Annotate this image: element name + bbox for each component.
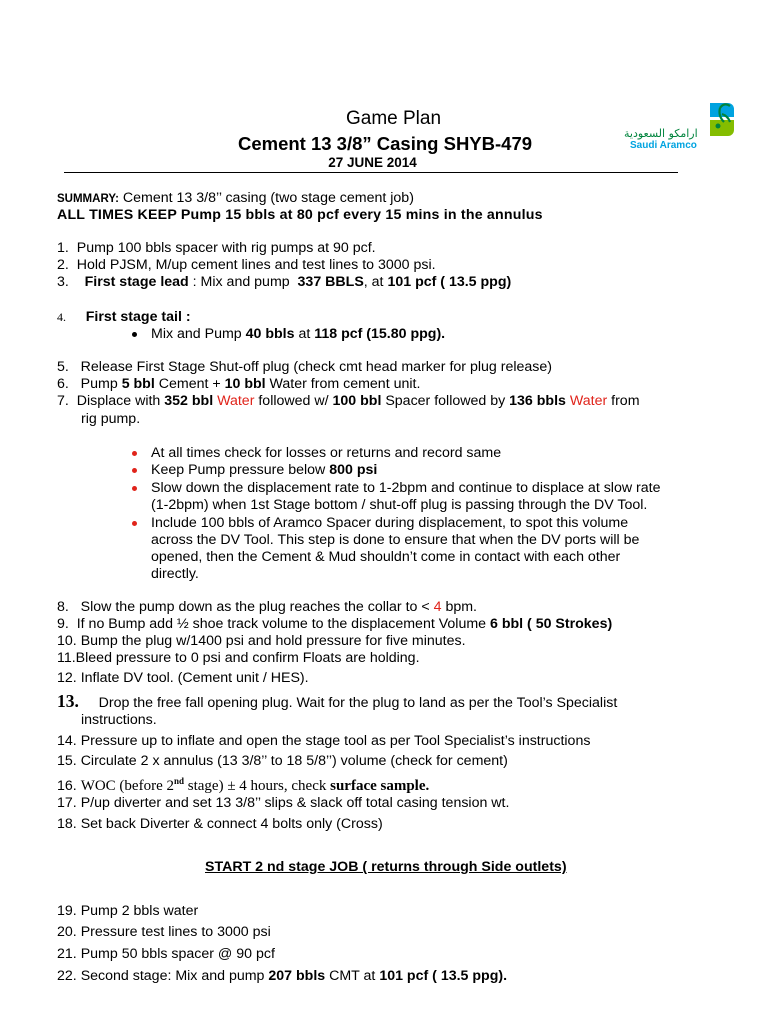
step-12 (57, 670, 309, 687)
step-text: Pressure up to inflate and open the stage tool as per Tool Specialist’s instructions (80, 733, 591, 749)
step-text: Inflate DV tool. (Cement unit / HES). (80, 670, 309, 686)
step-text: Pump 100 bbls spacer with rig pumps at 90 pcf. (76, 240, 376, 256)
step-19 (57, 903, 198, 920)
step-2 (57, 257, 436, 274)
page-title: Game Plan (345, 108, 442, 129)
step-number: 12. (57, 670, 77, 686)
bullet-icon (132, 521, 137, 526)
step-16: 16. WOC (before 2nd stage) ± 4 hours, check surface sample. (57, 776, 430, 794)
note-2: Keep Pump pressure below 800 psi (151, 462, 378, 478)
step-15 (57, 753, 508, 770)
bullet-icon (132, 486, 137, 491)
summary-warning: ALL TIMES KEEP Pump 15 bbls at 80 pcf every 15 mins in the annulus (57, 207, 543, 223)
step-4 (57, 309, 191, 326)
step-17 (57, 795, 509, 812)
step-1 (57, 240, 376, 257)
step-21 (57, 946, 275, 963)
header-divider (64, 172, 678, 173)
step-number: 20. (57, 924, 77, 940)
note-3-line-2: (1-2bpm) when 1st Stage bottom / shut-off plug is passing through the DV Tool. (151, 497, 648, 513)
step-10 (57, 633, 466, 650)
step-number: 19. (57, 903, 77, 919)
note-4-line-4: directly. (151, 566, 199, 582)
step-14 (57, 733, 590, 750)
step-text: P/up diverter and set 13 3/8’’ slips & slack off total casing tension wt. (80, 795, 510, 811)
step-number: 5. (57, 359, 69, 375)
step-number: 7. (57, 393, 69, 409)
step-9: 9. If no Bump add ½ shoe track volume to the displacement Volume 6 bbl ( 50 Strokes) (57, 616, 613, 632)
bullet-icon (132, 451, 137, 456)
step-number: 8. (57, 599, 69, 615)
summary-text: Cement 13 3/8’’ casing (two stage cement job) (122, 190, 414, 206)
step-text: Hold PJSM, M/up cement lines and test lines to 3000 psi. (76, 257, 436, 273)
step-text: Circulate 2 x annulus (13 3/8’’ to 18 5/8’’) volume (check for cement) (80, 753, 508, 769)
step-3: 3. First stage lead : Mix and pump 337 BBLS, at 101 pcf ( 13.5 ppg) (57, 274, 512, 290)
step-number: 15. (57, 753, 77, 769)
summary-label: SUMMARY: (57, 193, 119, 205)
document-date: 27 JUNE 2014 (328, 155, 417, 170)
step-number: 2. (57, 257, 69, 273)
stage-2-heading: START 2 nd stage JOB ( returns through Side outlets) (205, 859, 567, 875)
bullet-icon (132, 332, 137, 337)
step-number: 6. (57, 376, 69, 392)
step-number: 4. (57, 310, 66, 324)
step-text: Pressure test lines to 3000 psi (80, 924, 271, 940)
step-6: 6. Pump 5 bbl Cement + 10 bbl Water from cement unit. (57, 376, 421, 392)
note-1: At all times check for losses or returns and record same (151, 445, 502, 461)
bullet-icon (132, 468, 137, 473)
step-number: 18. (57, 816, 77, 832)
step-text: Pump 50 bbls spacer @ 90 pcf (80, 946, 275, 962)
step-number: 13. (57, 691, 79, 711)
step-20 (57, 924, 271, 941)
saudi-aramco-logo (622, 100, 734, 152)
step-5 (57, 359, 552, 376)
logo-english-text: Saudi Aramco (630, 140, 697, 151)
step-13 (57, 693, 617, 712)
document-subtitle: Cement 13 3/8” Casing SHYB-479 (237, 133, 533, 154)
step-number: 14. (57, 733, 77, 749)
step-text: Bleed pressure to 0 psi and confirm Floats are holding. (75, 650, 420, 666)
step-text: Bump the plug w/1400 psi and hold pressure for five minutes. (80, 633, 466, 649)
step-number: 10. (57, 633, 77, 649)
step-13-continuation: instructions. (81, 712, 157, 728)
step-22: 22. Second stage: Mix and pump 207 bbls CMT at 101 pcf ( 13.5 ppg). (57, 968, 508, 984)
step-text: Drop the free fall opening plug. Wait for the plug to land as per the Tool’s Specialist (98, 695, 618, 711)
step-4-bullet: Mix and Pump 40 bbls at 118 pcf (15.80 ppg). (151, 326, 446, 342)
step-text: Pump 2 bbls water (80, 903, 199, 919)
step-number: 3. (57, 274, 69, 290)
step-11 (57, 650, 420, 667)
step-label: First stage tail : (85, 309, 191, 325)
step-number: 9. (57, 616, 69, 632)
step-number: 17. (57, 795, 77, 811)
step-label: First stage lead (84, 274, 189, 290)
step-number: 16. (57, 778, 77, 794)
note-3-line-1: Slow down the displacement rate to 1-2bpm and continue to displace at slow rate (151, 480, 661, 496)
note-4-line-1: Include 100 bbls of Aramco Spacer during displacement, to spot this volume (151, 515, 629, 531)
summary-line (57, 190, 414, 208)
step-18 (57, 816, 383, 833)
step-7: 7. Displace with 352 bbl Water followed w/ 100 bbl Spacer followed by 136 bbls Water from (57, 393, 640, 409)
step-number: 21. (57, 946, 77, 962)
aramco-emblem-icon (710, 103, 734, 136)
step-number: 11. (57, 650, 76, 666)
logo-arabic-text: ارامكو السعودية (624, 127, 698, 140)
step-text: Release First Stage Shut-off plug (check cmt head marker for plug release) (80, 359, 552, 375)
step-8: 8. Slow the pump down as the plug reaches the collar to < 4 bpm. (57, 599, 477, 615)
step-number: 22. (57, 968, 77, 984)
note-4-line-3: opened, then the Cement & Mud shouldn’t come in contact with each other (151, 549, 621, 565)
step-text: Set back Diverter & connect 4 bolts only (Cross) (80, 816, 383, 832)
note-4-line-2: across the DV Tool. This step is done to ensure that when the DV ports will be (151, 532, 640, 548)
step-7-continuation: rig pump. (81, 411, 141, 427)
step-number: 1. (57, 240, 69, 256)
